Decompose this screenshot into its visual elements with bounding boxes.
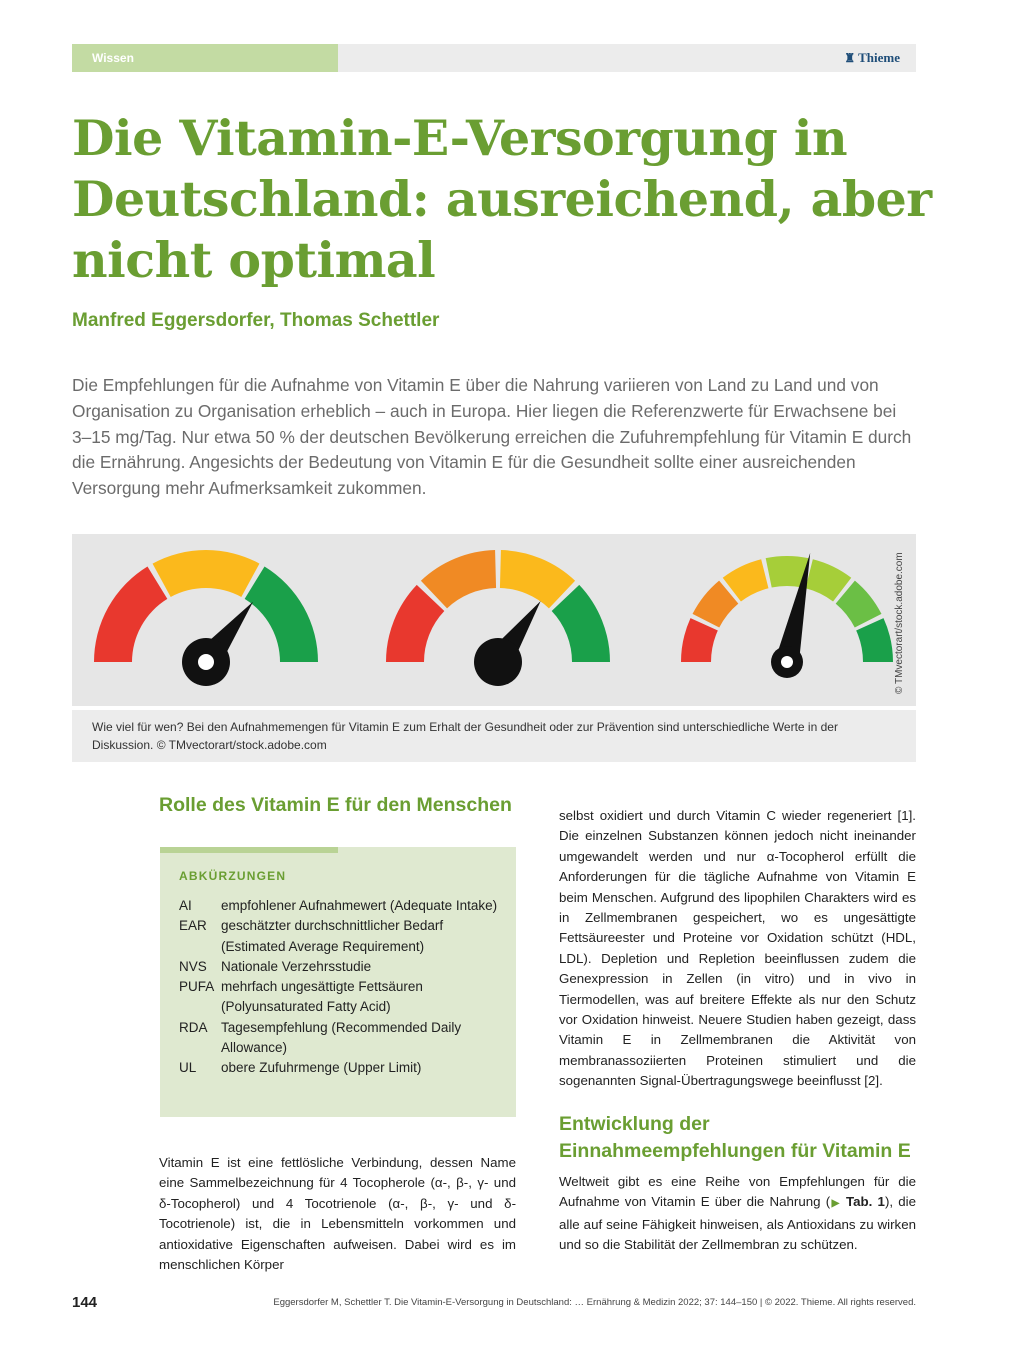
photo-credit-text: © TMvectorart/stock.adobe.com [894, 552, 905, 694]
publisher-logo [844, 44, 900, 72]
abbreviation-definition: empfohlener Aufnahmewert (Adequate Intake) [221, 898, 498, 913]
abbreviation-term: NVS [179, 958, 207, 974]
gauge-segment-green [245, 567, 318, 662]
abbreviation-term: AI [179, 898, 192, 913]
gauge-segment-red [681, 618, 718, 662]
page-number: 144 [72, 1294, 98, 1311]
abbreviations-list [179, 896, 499, 1079]
gauge-hub [474, 638, 522, 686]
abbreviation-row [179, 977, 499, 1018]
abbreviation-row [179, 896, 499, 916]
gauge-segment-green [856, 618, 893, 662]
publisher-name: Thieme [858, 50, 900, 65]
abbreviation-term: EAR [179, 918, 207, 934]
gauge-illustration [72, 534, 916, 706]
abbreviations-box [160, 847, 516, 1117]
box-accent-bar [160, 847, 338, 853]
body-paragraph-continued: selbst oxidiert und durch Vitamin C wieder regeneriert [1]. Die einzelnen Substanzen können jedoch nicht ineinander umgewandelt werden und nur α-Tocopherol erfüllt die Anforderungen für die tägliche Aufnahme von Vitamin E beim Menschen. Aufgrund des lipophilen Charakters wird es in Zellmembranen gespeichert, wo es ungesättigte Fettsäureester und Proteine vor Oxidation schützt (HDL, LDL). Depletion und Repletion beeinflussen zudem die Genexpression in Zellen (in vitro) und in vivo in Tiermodellen, was auf breitere Effekte als nur den Schutz vor Oxidation hinweist. Neuere Studien haben gezeigt, dass Vitamin E in Zellmembranen die Aktivität von membranassoziierten Proteinen stimuliert und die sogenannten Signal-Übertragungswege beeinflusst [2]. [559, 808, 916, 1089]
article-title: Die Vitamin-E-Versorgung in Deutschland: ausreichend, aber nicht optimal [72, 109, 932, 289]
journal-header-bar [72, 44, 916, 72]
triangle-icon: ▶ [830, 1198, 841, 1210]
abbreviation-row [179, 1018, 499, 1059]
body-paragraph-role: Vitamin E ist eine fettlösliche Verbindung, dessen Name eine Sammelbezeichnung für 4 Tocopherole (α-, β-, γ- und δ-Tocopherol) und 4 Tocotrienole (α-, β-, γ- und δ-Tocotrienole) ist, die in Lebensmitteln vorkommen und antioxidative Eigenschaften aufweisen. Dabei wird es im menschlichen Körper [159, 1155, 516, 1273]
figure-caption: Wie viel für wen? Bei den Aufnahmemengen für Vitamin E zum Erhalt der Gesundheit oder zur Prävention sind unterschiedliche Werte in der Diskussion. © TMvectorart/stock.adobe.com [72, 710, 916, 762]
article-authors: Manfred Eggersdorfer, Thomas Schettler [72, 310, 440, 331]
abbreviation-term: PUFA [179, 979, 215, 995]
crest-icon: ♜ [844, 51, 856, 65]
gauges-svg [72, 534, 894, 706]
abbreviation-row [179, 957, 499, 977]
gauge-segment-yellow [153, 550, 260, 597]
paragraph-text: Weltweit gibt es eine Reihe von Empfehlungen für die Aufnahme von Vitamin E über die Nahrung ( [559, 1174, 916, 1210]
footer-citation: Eggersdorfer M, Schettler T. Die Vitamin-E-Versorgung in Deutschland: … Ernährung & Medizin 2022; 37: 144–150 | © 2022. Thieme. All rights reserved. [273, 1297, 916, 1308]
gauge-hub-hole [198, 654, 214, 670]
abbreviation-row [179, 916, 499, 957]
section-heading-role: Rolle des Vitamin E für den Menschen [159, 794, 512, 816]
gauge-hub-hole [781, 656, 793, 668]
abbreviation-row [179, 1058, 499, 1078]
abbreviation-definition: Nationale Verzehrsstudie [221, 958, 372, 974]
gauge-segment-red [94, 567, 167, 662]
section-label: Wissen [72, 44, 338, 72]
body-paragraph-development [559, 1172, 916, 1256]
photo-credit-vertical [894, 544, 910, 694]
abbreviation-definition: Tagesempfehlung (Recommended Daily Allowance) [221, 1019, 462, 1056]
section-heading-development: Entwicklung der Einnahmeempfehlungen für Vitamin E [559, 1113, 911, 1162]
abbreviation-definition: geschätzter durchschnittlicher Bedarf (Estimated Average Requirement) [221, 918, 444, 954]
table-reference-link[interactable] [830, 1194, 885, 1209]
abbreviation-term: UL [179, 1060, 197, 1076]
article-abstract: Die Empfehlungen für die Aufnahme von Vitamin E über die Nahrung variieren von Land zu Land und von Organisation zu Organisation erheblich – auch in Europa. Hier liegen die Referenzwerte für Erwachsene bei 3–15 mg/Tag. Nur etwa 50 % der deutschen Bevölkerung erreichen die Zufuhrempfehlung für Vitamin E durch die Ernährung. Angesichts der Bedeutung von Vitamin E für die Gesundheit sollte einer ausreichenden Versorgung mehr Aufmerksamkeit zukommen. [72, 375, 912, 499]
table-reference-label: Tab. 1 [846, 1194, 885, 1210]
abbreviation-definition: mehrfach ungesättigte Fettsäuren (Polyunsaturated Fatty Acid) [221, 979, 423, 1015]
gauge-segment-green [552, 585, 610, 662]
abbreviation-definition: obere Zufuhrmenge (Upper Limit) [221, 1060, 422, 1076]
paragraph-text: ), die alle auf seine Fähigkeit hinweisen, als Antioxidans zu wirken und so die Stabilität der Zellmembran zu schützen. [559, 1194, 916, 1253]
gauge-segment-red [386, 585, 444, 662]
abbreviations-title: ABKÜRZUNGEN [179, 869, 287, 883]
abbreviation-term: RDA [179, 1019, 208, 1035]
